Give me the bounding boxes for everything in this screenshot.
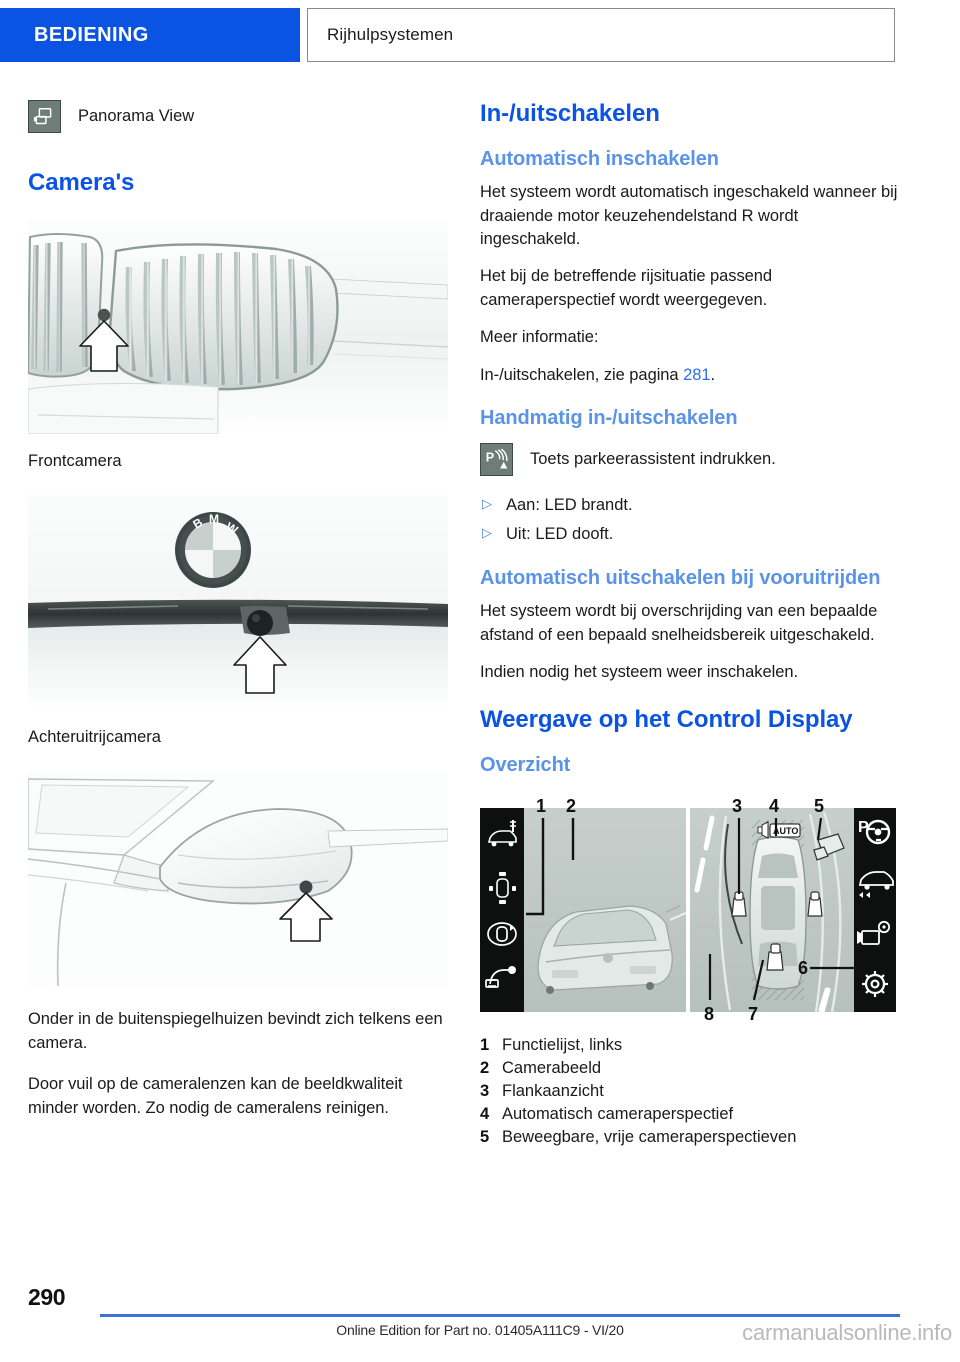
footer-divider: [100, 1314, 900, 1317]
legend-number: 1: [480, 1035, 490, 1054]
watermark-text: carmanualsonline.info: [742, 1320, 952, 1345]
legend-item: [480, 1059, 898, 1078]
overview-legend: [480, 1036, 898, 1147]
park-assistant-row: [480, 443, 898, 476]
legend-label: Functielijst, links: [502, 1035, 623, 1054]
paragraph-lens-cleaning: Door vuil op de cameralenzen kan de beeldkwaliteit minder worden. Zo nodig de cameralens reinigen.: [28, 1075, 403, 1117]
legend-item: [480, 1036, 898, 1055]
paragraph-more-info: Meer informatie:: [480, 328, 599, 347]
paragraph-mirror-camera: Onder in de buitenspiegelhuizen bevindt zich telkens een camera.: [28, 1010, 443, 1052]
cross-reference-page[interactable]: 281: [683, 365, 711, 384]
subheading-manual: Handmatig in-/uitschakelen: [480, 407, 738, 430]
legend-item: [480, 1105, 898, 1124]
caption-front-camera: Frontcamera: [28, 451, 122, 470]
svg-text:P: P: [858, 818, 869, 836]
panorama-view-row: [28, 100, 453, 133]
svg-text:P: P: [485, 450, 495, 465]
section-tab[interactable]: [0, 8, 300, 62]
legend-item: [480, 1082, 898, 1101]
paragraph-auto-off-1: Het systeem wordt bij overschrijding van een bepaalde afstand of een bepaald snelheidsbereik uitgeschakeld.: [480, 602, 878, 644]
paragraph-auto-on-2: Het bij de betreffende rijsituatie passend cameraperspectief wordt weergegeven.: [480, 267, 773, 309]
figure-mirror-camera: [28, 771, 448, 986]
figure-rear-camera: [28, 495, 448, 710]
svg-text:3: 3: [732, 795, 743, 816]
cross-reference-prefix: In-/uitschakelen, zie pagina: [480, 365, 684, 384]
park-assistant-instruction: Toets parkeerassistent indrukken.: [530, 449, 776, 468]
park-assistant-icon: [480, 443, 513, 476]
bullet-led-off-label: Uit: LED dooft.: [506, 525, 614, 544]
subheading-auto-on: Automatisch inschakelen: [480, 147, 719, 170]
svg-text:B: B: [190, 515, 206, 532]
subheading-overview: Overzicht: [480, 754, 571, 777]
legend-label: Automatisch cameraperspectief: [502, 1104, 734, 1123]
bullet-led-on: [480, 494, 898, 517]
triangle-bullet-icon: ▷: [482, 525, 492, 541]
page-number: 290: [28, 1284, 66, 1310]
paragraph-auto-on-1: Het systeem wordt automatisch ingeschakeld wanneer bij draaiende motor keuzehendelstand R wordt ingeschakeld.: [480, 183, 898, 249]
legend-item: [480, 1128, 898, 1147]
svg-text:6: 6: [797, 957, 808, 978]
legend-number: 2: [480, 1058, 490, 1077]
left-column: [28, 100, 453, 1120]
topic-tab-label: Rijhulpsystemen: [327, 25, 454, 44]
auto-badge-text: AUTO: [773, 825, 799, 836]
svg-text:1: 1: [536, 795, 547, 816]
bullet-led-off: [480, 523, 898, 546]
svg-text:7: 7: [748, 1003, 759, 1024]
svg-text:2: 2: [566, 795, 577, 816]
svg-text:8: 8: [704, 1003, 715, 1024]
legend-number: 5: [480, 1127, 490, 1146]
heading-on-off: In-/uitschakelen: [480, 100, 660, 127]
heading-control-display: Weergave op het Control Display: [480, 706, 853, 734]
caption-rear-camera: Achteruitrijcamera: [28, 728, 161, 747]
section-tab-label: BEDIENING: [34, 23, 149, 46]
panorama-view-icon: [28, 100, 61, 133]
figure-front-camera: [28, 219, 448, 434]
svg-text:W: W: [223, 519, 241, 538]
panorama-view-label: Panorama View: [78, 107, 195, 125]
paragraph-auto-off-2: Indien nodig het systeem weer inschakelen.: [480, 663, 799, 682]
bullet-led-on-label: Aan: LED brandt.: [506, 495, 633, 514]
page-footer: [0, 1272, 960, 1362]
cross-reference: [480, 364, 898, 387]
legend-label: Camerabeeld: [502, 1058, 602, 1077]
cross-reference-suffix: .: [710, 365, 716, 384]
right-column: [480, 100, 898, 1151]
legend-number: 4: [480, 1104, 490, 1123]
legend-number: 3: [480, 1081, 490, 1100]
legend-label: Flankaanzicht: [502, 1081, 604, 1100]
legend-label: Beweegbare, vrije cameraperspectieven: [502, 1127, 797, 1146]
footer-edition-note: Online Edition for Part no. 01405A111C9 - VI/20: [336, 1322, 624, 1338]
page-header: [0, 8, 960, 62]
topic-tab[interactable]: [307, 8, 895, 62]
cameras-heading: Camera's: [28, 169, 135, 196]
svg-text:4: 4: [769, 795, 780, 816]
svg-text:M: M: [209, 512, 219, 527]
subheading-auto-off: Automatisch uitschakelen bij vooruitrijden: [480, 566, 881, 589]
triangle-bullet-icon: ▷: [482, 495, 492, 511]
figure-control-display-overview: [480, 794, 896, 1026]
svg-text:5: 5: [814, 795, 825, 816]
